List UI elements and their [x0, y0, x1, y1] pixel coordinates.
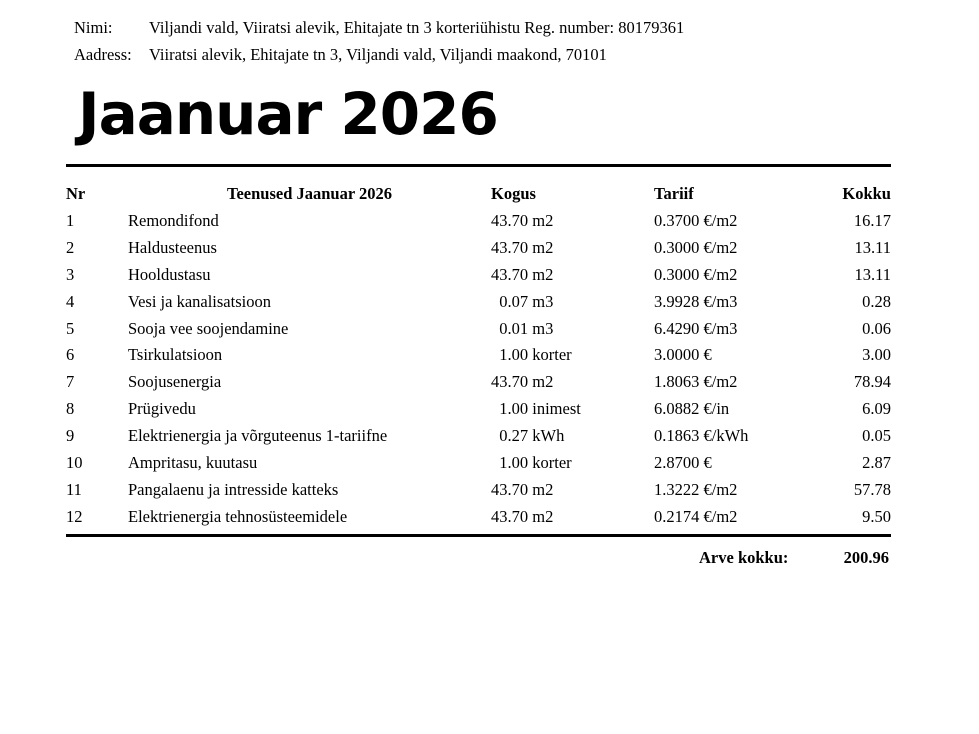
owner-name-line — [74, 18, 684, 38]
row-tariff: 0.1863 €/kWh — [654, 426, 749, 446]
row-quantity: 0.01 m3 — [491, 318, 554, 338]
row-total: 57.78 — [853, 479, 891, 499]
row-service: Haldusteenus — [128, 238, 217, 258]
row-tariff: 3.0000 € — [654, 345, 712, 365]
row-service: Hooldustasu — [128, 264, 211, 284]
address-label: Aadress: — [74, 45, 132, 64]
address-value: Viiratsi alevik, Ehitajate tn 3, Viljandi vald, Viljandi maakond, 70101 — [149, 45, 607, 64]
table-row — [66, 396, 891, 423]
row-total: 0.28 — [862, 291, 891, 311]
row-nr: 7 — [66, 372, 75, 392]
row-total: 16.17 — [853, 211, 891, 231]
row-service: Pangalaenu ja intresside katteks — [128, 479, 339, 499]
table-row — [66, 342, 891, 369]
row-service: Prügivedu — [128, 399, 196, 419]
table-row — [66, 449, 891, 476]
table-row — [66, 476, 891, 503]
column-header-quantity: Kogus — [491, 184, 536, 204]
row-service: Elektrienergia tehnosüsteemidele — [128, 506, 348, 526]
row-tariff: 0.3700 €/m2 — [654, 211, 738, 231]
row-total: 78.94 — [853, 372, 891, 392]
row-quantity: 43.70 m2 — [491, 372, 554, 392]
row-tariff: 1.3222 €/m2 — [654, 479, 738, 499]
row-service: Tsirkulatsioon — [128, 345, 223, 365]
row-nr: 8 — [66, 399, 75, 419]
row-tariff: 3.9928 €/m3 — [654, 291, 738, 311]
row-total: 13.11 — [854, 238, 891, 258]
table-row — [66, 262, 891, 289]
row-total: 3.00 — [862, 345, 891, 365]
name-value: Viljandi vald, Viiratsi alevik, Ehitajate tn 3 korteriühistu Reg. number: 80179361 — [149, 18, 685, 37]
services-table — [66, 181, 891, 530]
page-title: Jaanuar 2026 — [78, 80, 498, 148]
row-tariff: 6.0882 €/in — [654, 399, 730, 419]
row-quantity: 43.70 m2 — [491, 479, 554, 499]
row-service: Sooja vee soojendamine — [128, 318, 289, 338]
row-tariff: 6.4290 €/m3 — [654, 318, 738, 338]
row-quantity: 43.70 m2 — [491, 506, 554, 526]
invoice-total-value: 200.96 — [843, 548, 889, 567]
row-nr: 6 — [66, 345, 75, 365]
row-total: 9.50 — [862, 506, 891, 526]
row-service: Remondifond — [128, 211, 219, 231]
table-row — [66, 288, 891, 315]
row-nr: 12 — [66, 506, 83, 526]
row-nr: 1 — [66, 211, 75, 231]
name-label: Nimi: — [74, 18, 113, 37]
row-service: Soojusenergia — [128, 372, 222, 392]
row-total: 6.09 — [862, 399, 891, 419]
row-quantity: 43.70 m2 — [491, 238, 554, 258]
column-header-service: Teenused Jaanuar 2026 — [226, 184, 393, 204]
row-quantity: 43.70 m2 — [491, 211, 554, 231]
row-quantity: 1.00 inimest — [491, 399, 581, 419]
row-tariff: 0.3000 €/m2 — [654, 264, 738, 284]
row-quantity: 0.07 m3 — [491, 291, 554, 311]
row-total: 0.06 — [862, 318, 891, 338]
row-nr: 3 — [66, 264, 75, 284]
table-row — [66, 503, 891, 530]
row-quantity: 0.27 kWh — [491, 426, 565, 446]
row-tariff: 1.8063 €/m2 — [654, 372, 738, 392]
row-quantity: 1.00 korter — [491, 452, 572, 472]
row-nr: 5 — [66, 318, 75, 338]
row-tariff: 0.3000 €/m2 — [654, 238, 738, 258]
table-row — [66, 369, 891, 396]
row-total: 0.05 — [862, 426, 891, 446]
row-service: Elektrienergia ja võrguteenus 1-tariifne — [128, 426, 388, 446]
row-nr: 9 — [66, 426, 75, 446]
table-row — [66, 208, 891, 235]
row-quantity: 1.00 korter — [491, 345, 572, 365]
row-total: 13.11 — [854, 264, 891, 284]
table-row — [66, 235, 891, 262]
column-header-nr: Nr — [66, 184, 86, 204]
table-row — [66, 423, 891, 450]
row-nr: 2 — [66, 238, 75, 258]
table-header-row — [66, 181, 891, 208]
row-service: Ampritasu, kuutasu — [128, 452, 258, 472]
row-service: Vesi ja kanalisatsioon — [128, 291, 271, 311]
invoice-total-label: Arve kokku: — [699, 548, 789, 567]
row-tariff: 0.2174 €/m2 — [654, 506, 738, 526]
row-nr: 11 — [66, 479, 82, 499]
row-nr: 4 — [66, 291, 75, 311]
table-row — [66, 315, 891, 342]
row-total: 2.87 — [862, 452, 891, 472]
table-bottom-rule — [66, 534, 891, 537]
column-header-tariff: Tariif — [654, 184, 694, 204]
row-quantity: 43.70 m2 — [491, 264, 554, 284]
column-header-total: Kokku — [842, 184, 891, 204]
owner-address-line — [74, 45, 607, 65]
row-tariff: 2.8700 € — [654, 452, 712, 472]
row-nr: 10 — [66, 452, 83, 472]
table-top-rule — [66, 164, 891, 167]
